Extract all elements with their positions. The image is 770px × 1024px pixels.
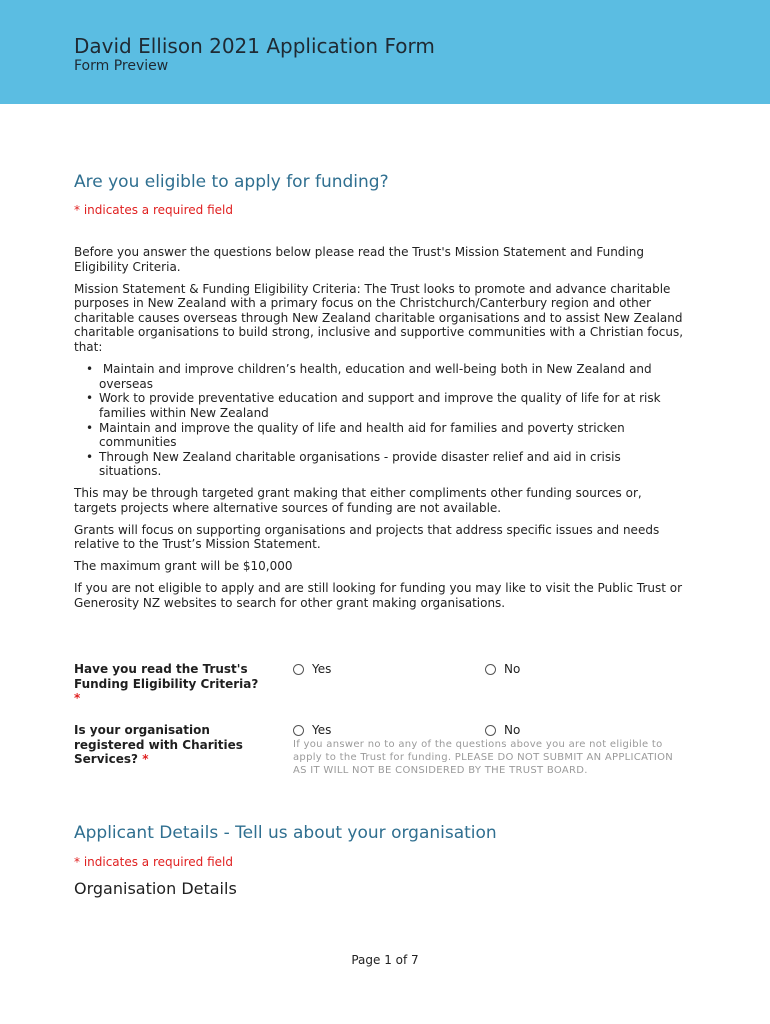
read-criteria-yes-radio[interactable] (293, 662, 331, 676)
criteria-item: • Maintain and improve children’s health, education and well-being both in New Zealand and overseas (86, 362, 652, 391)
form-subtitle: Form Preview (74, 58, 169, 74)
eligibility-heading: Are you eligible to apply for funding? (74, 172, 389, 192)
radio-yes-label: Yes (312, 662, 332, 676)
eligibility-description (74, 245, 684, 618)
organisation-details-heading: Organisation Details (74, 879, 237, 898)
radio-no-label: No (504, 723, 521, 737)
radio-no-label: No (504, 662, 521, 676)
form-title: David Ellison 2021 Application Form (74, 34, 435, 58)
charities-registered-no-radio[interactable] (485, 723, 520, 737)
charities-registered-yes-radio[interactable] (293, 723, 331, 737)
form-header (0, 0, 770, 104)
required-field-note: * indicates a required field (74, 203, 233, 217)
radio-circle-icon[interactable] (293, 664, 304, 675)
not-eligible-paragraph: If you are not eligible to apply and are still looking for funding you may like to visit the Public Trust or Generosity NZ websites to search for other grant making organisations. (74, 581, 683, 610)
criteria-list (74, 362, 684, 479)
radio-yes-label: Yes (312, 723, 332, 737)
radio-circle-icon[interactable] (485, 664, 496, 675)
question-charities-registered-label: Is your organisation registered with Charities Services? * (74, 723, 243, 767)
required-asterisk: * (74, 691, 81, 706)
radio-circle-icon[interactable] (485, 725, 496, 736)
max-grant-paragraph: The maximum grant will be $10,000 (74, 559, 293, 574)
intro-paragraph: Before you answer the questions below please read the Trust's Mission Statement and Funding Eligibility Criteria. (74, 245, 644, 274)
eligibility-warning-hint: If you answer no to any of the questions above you are not eligible to apply to the Trust for funding. PLEASE DO NOT SUBMIT AN APPLICATION AS IT WILL NOT BE CONSIDERED BY THE TRUST BOARD. (293, 739, 674, 777)
required-field-note: * indicates a required field (74, 855, 233, 869)
question-read-criteria-label: Have you read the Trust's Funding Eligibility Criteria? * (74, 662, 259, 706)
criteria-item: • Work to provide preventative education and support and improve the quality of life for at risk families within New Zealand (86, 391, 661, 420)
criteria-item: • Maintain and improve the quality of life and health aid for families and poverty stricken communities (86, 420, 625, 450)
mission-paragraph: Mission Statement & Funding Eligibility Criteria: The Trust looks to promote and advance charitable purposes in New Zealand with a primary focus on the Christchurch/Canterbury region and other charitable causes overseas through New Zealand charitable organisations and to assist New Zealand charitable organisations to build strong, inclusive and supportive communities with a Christian focus, that: (74, 281, 684, 355)
targeted-paragraph: This may be through targeted grant making that either compliments other funding sources or, targets projects where alternative sources of funding are not available. (74, 485, 642, 515)
required-asterisk: * (142, 752, 149, 767)
page-number: Page 1 of 7 (351, 953, 419, 967)
radio-circle-icon[interactable] (293, 725, 304, 736)
criteria-item: • Through New Zealand charitable organisations - provide disaster relief and aid in crisis situations. (86, 449, 621, 479)
applicant-details-heading: Applicant Details - Tell us about your organisation (74, 823, 497, 843)
read-criteria-no-radio[interactable] (485, 662, 520, 676)
focus-paragraph: Grants will focus on supporting organisations and projects that address specific issues and needs relative to the Trust’s Mission Statement. (74, 522, 660, 552)
